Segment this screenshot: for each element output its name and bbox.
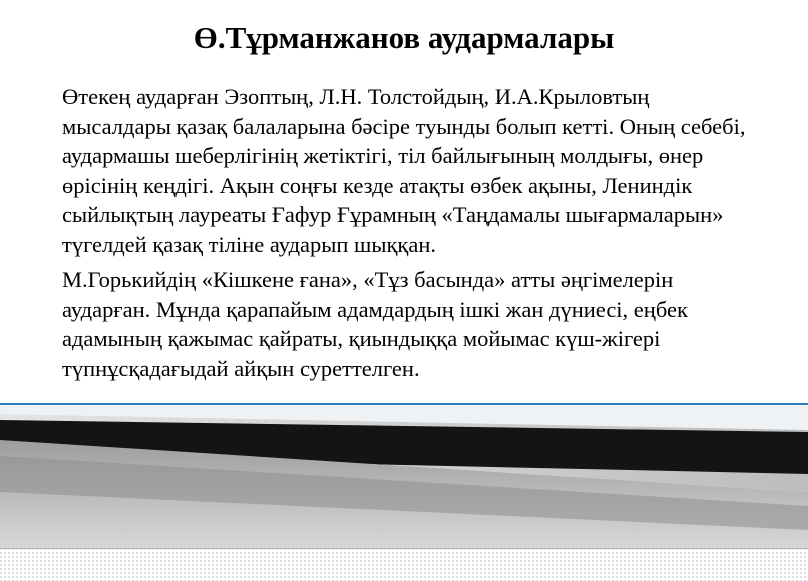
footer-shape-svg: [0, 396, 808, 581]
body-text-block: [62, 82, 752, 383]
paragraph-1: Өтекең аударған Эзоптың, Л.Н. Толстойдың, И.А.Крыловтың мысалдары қазақ балаларына бәсіре туынды болып кетті. Оның себебі, аудармашы шеберлігінің жетіктігі, тіл байлығының молдығы, өнер өрісінің кеңдігі. Ақын соңғы кезде атақты өзбек ақыны, Лениндік сыйлықтың лауреаты Ғафур Ғұрамның «Таңдамалы шығармаларын» түгелдей қазақ тіліне аударып шыққан.: [62, 84, 746, 257]
page-title: Ө.Тұрманжанов аудармалары: [193, 20, 615, 55]
paragraph-2: М.Горькийдің «Кішкене ғана», «Тұз басында» атты әңгімелерін аударған. Мұнда қарапайым адамдардың ішкі жан дүниесі, еңбек адамының қажымас қайраты, қиындыққа мойымас күш-жігері түпнұсқадағыдай айқын суреттелген.: [62, 267, 688, 381]
decorative-footer-graphic: [0, 396, 808, 581]
